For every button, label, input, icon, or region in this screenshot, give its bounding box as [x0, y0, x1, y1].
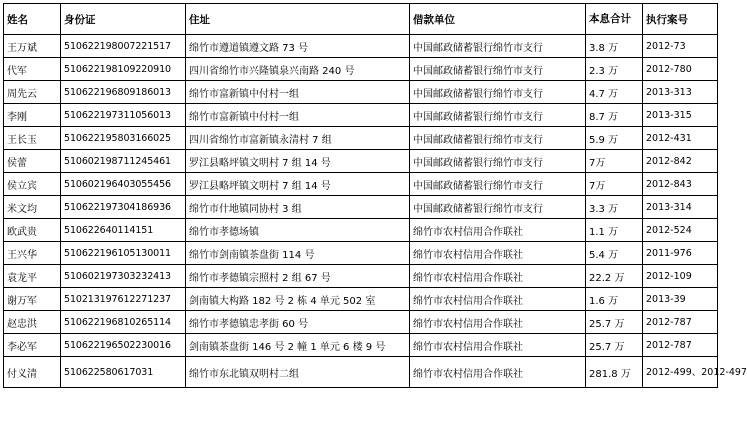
cell-lender: 绵竹市农村信用合作联社 [410, 311, 586, 334]
table-row [4, 357, 718, 388]
cell-address: 绵竹市富新镇中付村一组 [186, 81, 410, 104]
cell-name: 侯蕾 [4, 150, 61, 173]
cell-name: 周先云 [4, 81, 61, 104]
cell-case: 2012-843 [643, 173, 718, 196]
cell-address: 绵竹市剑南镇茶盘街 114 号 [186, 242, 410, 265]
cell-id: 510602197303232413 [61, 265, 186, 288]
cell-name: 米文均 [4, 196, 61, 219]
cell-case: 2012-73 [643, 35, 718, 58]
cell-case: 2012-787 [643, 311, 718, 334]
cell-case: 2013-39 [643, 288, 718, 311]
cell-address: 绵竹市富新镇中付村一组 [186, 104, 410, 127]
cell-case: 2012-787 [643, 334, 718, 357]
header-id: 身份证 [61, 4, 186, 35]
cell-total: 5.9 万 [586, 127, 643, 150]
cell-id: 510622196105130011 [61, 242, 186, 265]
cell-lender: 中国邮政储蓄银行绵竹市支行 [410, 127, 586, 150]
cell-lender: 绵竹市农村信用合作联社 [410, 288, 586, 311]
cell-lender: 绵竹市农村信用合作联社 [410, 242, 586, 265]
cell-total: 281.8 万 [586, 357, 643, 388]
table-row [4, 334, 718, 357]
table-row [4, 311, 718, 334]
cell-id: 510602196403055456 [61, 173, 186, 196]
cell-total: 22.2 万 [586, 265, 643, 288]
cell-case: 2013-313 [643, 81, 718, 104]
cell-id: 510622198007221517 [61, 35, 186, 58]
table-row [4, 104, 718, 127]
cell-total: 7万 [586, 173, 643, 196]
cell-case: 2012-780 [643, 58, 718, 81]
cell-address: 绵竹市什地镇同协村 3 组 [186, 196, 410, 219]
cell-case: 2013-315 [643, 104, 718, 127]
cell-lender: 绵竹市农村信用合作联社 [410, 357, 586, 388]
table-row [4, 219, 718, 242]
cell-case: 2012-842 [643, 150, 718, 173]
cell-total: 8.7 万 [586, 104, 643, 127]
cell-lender: 中国邮政储蓄银行绵竹市支行 [410, 104, 586, 127]
cell-name: 王长玉 [4, 127, 61, 150]
cell-id: 510622196810265114 [61, 311, 186, 334]
table-row [4, 35, 718, 58]
cell-total: 1.6 万 [586, 288, 643, 311]
cell-total: 4.7 万 [586, 81, 643, 104]
debtor-table-container [3, 3, 747, 435]
cell-address: 四川省绵竹市富新镇永清村 7 组 [186, 127, 410, 150]
cell-address: 绵竹市孝德镇忠孝街 60 号 [186, 311, 410, 334]
cell-total: 25.7 万 [586, 311, 643, 334]
cell-id: 510622196502230016 [61, 334, 186, 357]
cell-lender: 绵竹市农村信用合作联社 [410, 334, 586, 357]
cell-name: 谢万军 [4, 288, 61, 311]
header-row [4, 4, 718, 35]
cell-address: 剑南镇大构路 182 号 2 栋 4 单元 502 室 [186, 288, 410, 311]
cell-case: 2013-314 [643, 196, 718, 219]
cell-name: 李刚 [4, 104, 61, 127]
cell-name: 王兴华 [4, 242, 61, 265]
cell-id: 510622196809186013 [61, 81, 186, 104]
cell-total: 5.4 万 [586, 242, 643, 265]
cell-id: 510622197304186936 [61, 196, 186, 219]
cell-case: 2012-499、2012-497 [643, 357, 718, 388]
cell-total: 1.1 万 [586, 219, 643, 242]
table-row [4, 58, 718, 81]
cell-id: 510622198109220910 [61, 58, 186, 81]
cell-id: 510602198711245461 [61, 150, 186, 173]
cell-address: 绵竹市东北镇双明村二组 [186, 357, 410, 388]
cell-name: 付义清 [4, 357, 61, 388]
cell-total: 25.7 万 [586, 334, 643, 357]
cell-lender: 中国邮政储蓄银行绵竹市支行 [410, 150, 586, 173]
cell-lender: 中国邮政储蓄银行绵竹市支行 [410, 196, 586, 219]
cell-case: 2011-976 [643, 242, 718, 265]
table-row [4, 288, 718, 311]
table-row [4, 81, 718, 104]
header-lender: 借款单位 [410, 4, 586, 35]
cell-name: 赵忠洪 [4, 311, 61, 334]
debtor-table [3, 3, 747, 388]
cell-case: 2012-109 [643, 265, 718, 288]
table-body [4, 35, 747, 388]
cell-id: 510622195803166025 [61, 127, 186, 150]
cell-address: 绵竹市孝德镇宗照村 2 组 67 号 [186, 265, 410, 288]
cell-total: 2.3 万 [586, 58, 643, 81]
cell-total: 3.3 万 [586, 196, 643, 219]
cell-address: 四川省绵竹市兴隆镇泉兴南路 240 号 [186, 58, 410, 81]
cell-case: 2012-431 [643, 127, 718, 150]
cell-lender: 中国邮政储蓄银行绵竹市支行 [410, 35, 586, 58]
cell-lender: 中国邮政储蓄银行绵竹市支行 [410, 81, 586, 104]
cell-name: 代军 [4, 58, 61, 81]
header-total: 本息合计 [586, 4, 643, 35]
table-row [4, 196, 718, 219]
cell-name: 袁龙平 [4, 265, 61, 288]
table-row [4, 242, 718, 265]
cell-lender: 中国邮政储蓄银行绵竹市支行 [410, 173, 586, 196]
cell-total: 3.8 万 [586, 35, 643, 58]
header-case: 执行案号 [643, 4, 718, 35]
cell-address: 罗江县略坪镇文明村 7 组 14 号 [186, 173, 410, 196]
cell-id: 510622580617031 [61, 357, 186, 388]
table-row [4, 173, 718, 196]
cell-lender: 绵竹市农村信用合作联社 [410, 265, 586, 288]
cell-name: 侯立宾 [4, 173, 61, 196]
cell-id: 510213197612271237 [61, 288, 186, 311]
header-address: 住址 [186, 4, 410, 35]
cell-lender: 中国邮政储蓄银行绵竹市支行 [410, 58, 586, 81]
cell-address: 绵竹市孝德场镇 [186, 219, 410, 242]
table-row [4, 150, 718, 173]
cell-address: 罗江县略坪镇文明村 7 组 14 号 [186, 150, 410, 173]
cell-name: 欧武贵 [4, 219, 61, 242]
cell-name: 王万斌 [4, 35, 61, 58]
header-name: 姓名 [4, 4, 61, 35]
cell-name: 李必军 [4, 334, 61, 357]
cell-address: 绵竹市遵道镇遵文路 73 号 [186, 35, 410, 58]
table-row [4, 265, 718, 288]
cell-id: 510622640114151 [61, 219, 186, 242]
cell-lender: 绵竹市农村信用合作联社 [410, 219, 586, 242]
cell-case: 2012-524 [643, 219, 718, 242]
cell-id: 510622197311056013 [61, 104, 186, 127]
cell-total: 7万 [586, 150, 643, 173]
cell-address: 剑南镇茶盘街 146 号 2 幢 1 单元 6 楼 9 号 [186, 334, 410, 357]
table-row [4, 127, 718, 150]
